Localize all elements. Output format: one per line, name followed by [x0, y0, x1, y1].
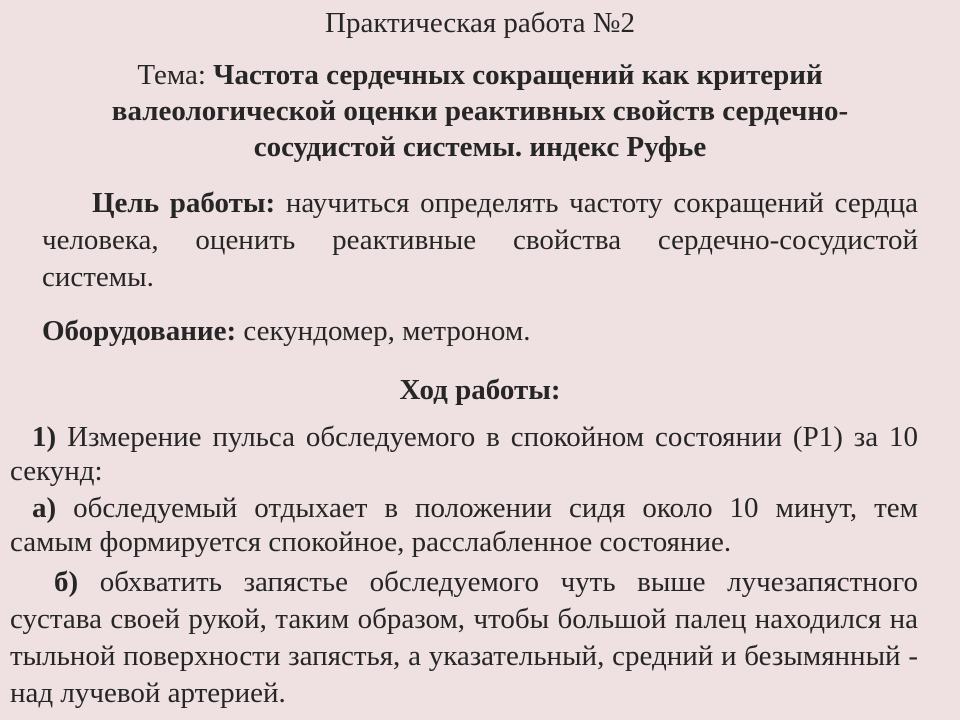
aim-paragraph — [42, 185, 918, 296]
procedure-step-a — [10, 491, 918, 559]
step-a-text: обследуемый отдыхает в положении сидя около 10 минут, тем самым формируется спокойное, расслабленное состояние. — [10, 492, 918, 558]
procedure-heading: Ход работы: — [399, 374, 561, 406]
aim-text: научиться определять частоту сокращений сердца человека, оценить реактивные свойства сердечно-сосудистой системы. — [42, 187, 918, 293]
step-a-label: а) — [32, 492, 57, 524]
page-title: Практическая работа №2 — [325, 7, 635, 39]
topic — [100, 57, 860, 165]
step-1-label: 1) — [32, 421, 57, 453]
topic-label: Тема: — [137, 59, 206, 91]
equipment-paragraph — [42, 313, 918, 350]
topic-text: Частота сердечных сокращений как критерий валеологической оценки реактивных свойств сердечно-сосудистой системы. индекс Руфье — [111, 59, 849, 163]
equipment-label: Оборудование: — [42, 315, 237, 347]
step-b-text: обхватить запястье обследуемого чуть выше лучезапястного сустава своей рукой, таким образом, чтобы большой палец находился на тыльной поверхности запястья, а указательный, средний и безымянный - над лучевой артерией. — [10, 566, 918, 709]
step-1-text: Измерение пульса обследуемого в спокойном состоянии (Р1) за 10 секунд: — [10, 421, 918, 487]
aim-label: Цель работы: — [92, 187, 276, 219]
procedure-step-1 — [10, 420, 918, 488]
step-b-label: б) — [54, 566, 79, 598]
equipment-text: секундомер, метроном. — [243, 315, 531, 347]
procedure-step-b — [10, 564, 918, 712]
